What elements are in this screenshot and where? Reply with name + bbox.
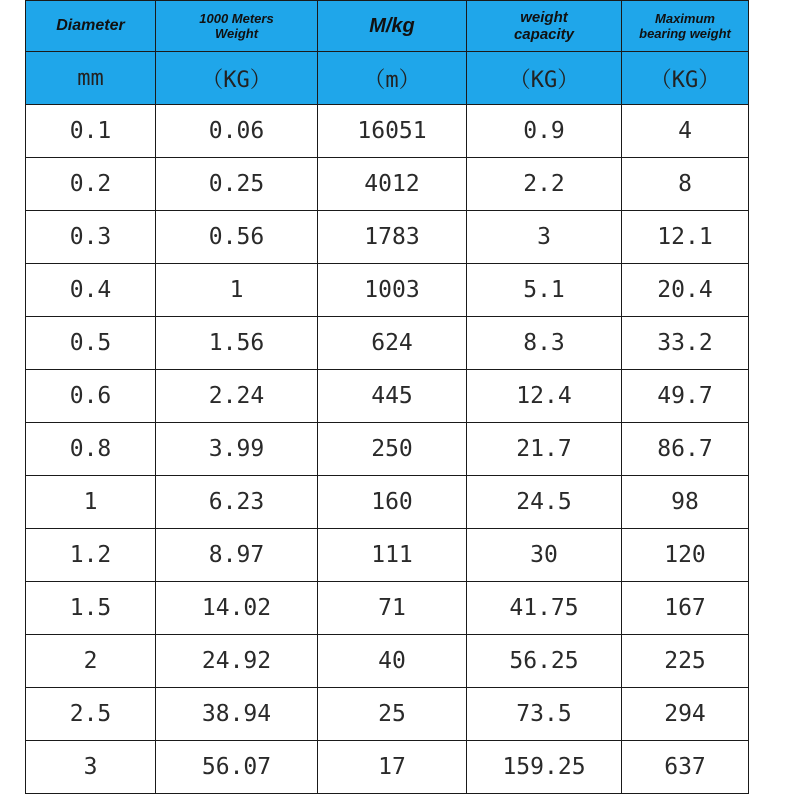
table-cell: 8.97	[156, 529, 318, 582]
table-cell: 33.2	[622, 317, 749, 370]
unit-cell: （KG）	[467, 52, 622, 105]
header-max-bearing-line1: Maximum	[655, 11, 715, 26]
table-cell: 98	[622, 476, 749, 529]
table-cell: 0.06	[156, 105, 318, 158]
table-row	[26, 264, 749, 317]
table-cell: 6.23	[156, 476, 318, 529]
table-cell: 2.5	[26, 688, 156, 741]
table-cell: 624	[318, 317, 467, 370]
table-row	[26, 582, 749, 635]
table-cell: 24.92	[156, 635, 318, 688]
units-row	[26, 52, 749, 105]
unit-cell: （m）	[318, 52, 467, 105]
table-cell: 38.94	[156, 688, 318, 741]
table-cell: 0.56	[156, 211, 318, 264]
table-cell: 2.24	[156, 370, 318, 423]
table-cell: 2	[26, 635, 156, 688]
header-row	[26, 1, 749, 52]
header-1000m-weight-line2: Weight	[214, 26, 259, 41]
header-1000m-weight-line1: 1000 Meters	[199, 11, 274, 26]
table-cell: 12.4	[467, 370, 622, 423]
table-row	[26, 370, 749, 423]
table-cell: 0.4	[26, 264, 156, 317]
table-cell: 8	[622, 158, 749, 211]
table-cell: 40	[318, 635, 467, 688]
table-cell: 637	[622, 741, 749, 794]
table-cell: 1.2	[26, 529, 156, 582]
table-cell: 1	[26, 476, 156, 529]
table-cell: 111	[318, 529, 467, 582]
table-row	[26, 688, 749, 741]
table-cell: 160	[318, 476, 467, 529]
table-cell: 0.2	[26, 158, 156, 211]
table-cell: 71	[318, 582, 467, 635]
header-max-bearing-line2: bearing weight	[639, 26, 731, 41]
table-cell: 0.9	[467, 105, 622, 158]
table-cell: 250	[318, 423, 467, 476]
table-cell: 24.5	[467, 476, 622, 529]
table-cell: 5.1	[467, 264, 622, 317]
table-cell: 1.56	[156, 317, 318, 370]
table-cell: 3	[26, 741, 156, 794]
table-cell: 73.5	[467, 688, 622, 741]
spec-table-body	[26, 1, 749, 794]
header-weight-capacity-line1: weight	[520, 9, 568, 26]
table-cell: 294	[622, 688, 749, 741]
table-row	[26, 105, 749, 158]
table-cell: 86.7	[622, 423, 749, 476]
unit-cell: mm	[26, 52, 156, 105]
table-cell: 4012	[318, 158, 467, 211]
header-m-per-kg: M/kg	[318, 1, 467, 52]
header-diameter: Diameter	[26, 1, 156, 52]
table-row	[26, 476, 749, 529]
table-cell: 445	[318, 370, 467, 423]
table-cell: 30	[467, 529, 622, 582]
table-cell: 16051	[318, 105, 467, 158]
table-cell: 8.3	[467, 317, 622, 370]
table-cell: 1783	[318, 211, 467, 264]
table-cell: 56.07	[156, 741, 318, 794]
table-cell: 1.5	[26, 582, 156, 635]
table-cell: 0.3	[26, 211, 156, 264]
table-cell: 159.25	[467, 741, 622, 794]
table-row	[26, 635, 749, 688]
header-1000m-weight	[156, 1, 318, 52]
spec-table	[25, 0, 749, 794]
table-cell: 56.25	[467, 635, 622, 688]
table-cell: 41.75	[467, 582, 622, 635]
table-cell: 0.5	[26, 317, 156, 370]
table-cell: 1	[156, 264, 318, 317]
table-cell: 120	[622, 529, 749, 582]
unit-cell: （KG）	[156, 52, 318, 105]
table-row	[26, 529, 749, 582]
table-cell: 1003	[318, 264, 467, 317]
table-cell: 167	[622, 582, 749, 635]
header-weight-capacity-line2: capacity	[513, 26, 575, 43]
table-cell: 2.2	[467, 158, 622, 211]
table-cell: 0.6	[26, 370, 156, 423]
table-row	[26, 158, 749, 211]
header-max-bearing-weight	[622, 1, 749, 52]
table-cell: 0.8	[26, 423, 156, 476]
table-cell: 12.1	[622, 211, 749, 264]
table-cell: 20.4	[622, 264, 749, 317]
table-row	[26, 423, 749, 476]
table-cell: 21.7	[467, 423, 622, 476]
table-cell: 0.1	[26, 105, 156, 158]
table-cell: 3	[467, 211, 622, 264]
table-row	[26, 741, 749, 794]
table-cell: 49.7	[622, 370, 749, 423]
table-cell: 14.02	[156, 582, 318, 635]
table-cell: 225	[622, 635, 749, 688]
header-weight-capacity	[467, 1, 622, 52]
unit-cell: （KG）	[622, 52, 749, 105]
table-cell: 25	[318, 688, 467, 741]
table-cell: 4	[622, 105, 749, 158]
table-cell: 0.25	[156, 158, 318, 211]
table-cell: 3.99	[156, 423, 318, 476]
table-row	[26, 317, 749, 370]
table-cell: 17	[318, 741, 467, 794]
table-row	[26, 211, 749, 264]
